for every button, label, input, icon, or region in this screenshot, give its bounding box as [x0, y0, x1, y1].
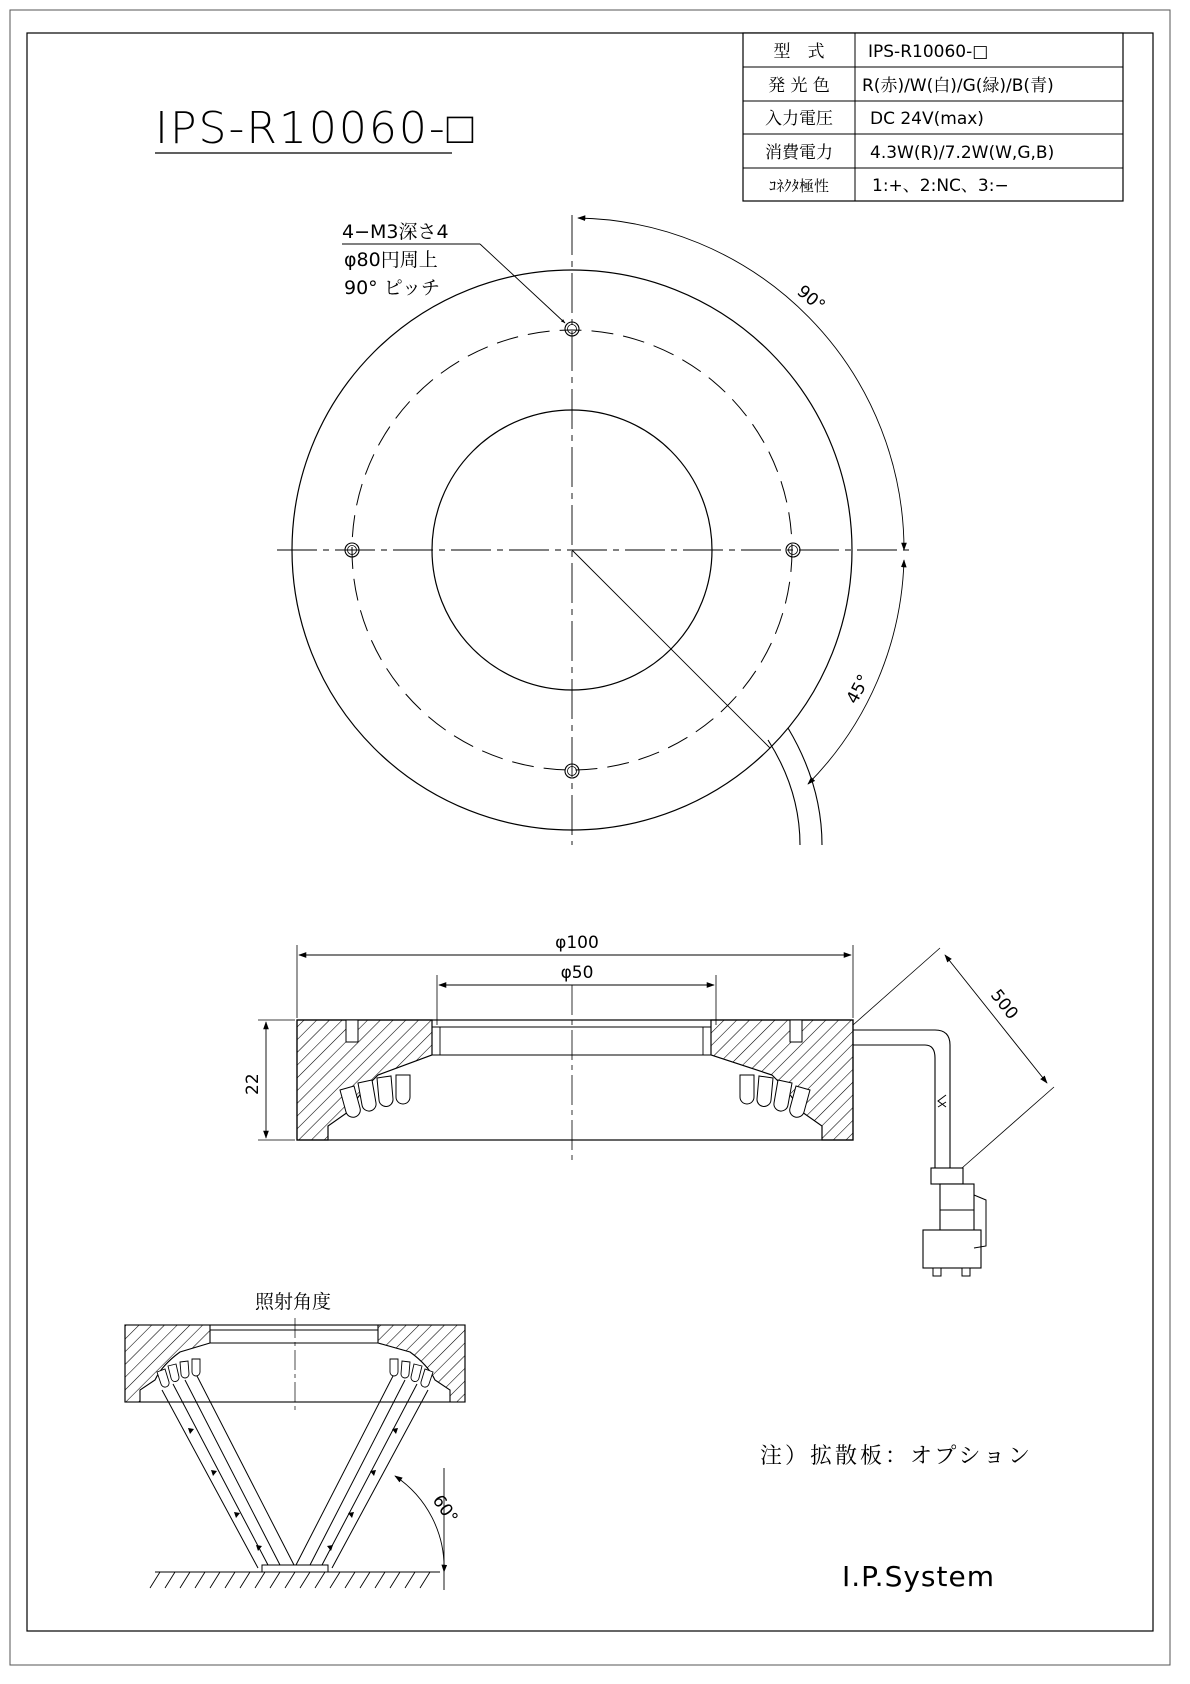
spec-value-power: 4.3W(R)/7.2W(W,G,B)	[870, 143, 1055, 163]
hole-note-line-3: 90° ピッチ	[344, 277, 440, 299]
dim-height: 22	[243, 1073, 263, 1095]
spec-value-connector: 1:+、2:NC、3:−	[872, 176, 1009, 196]
hole-note-line-1: 4−M3深さ4	[342, 221, 449, 243]
section-view	[258, 945, 1054, 1276]
outer-border	[10, 10, 1170, 1665]
inner-border	[27, 33, 1153, 1631]
spec-label-connector: ｺﾈｸﾀ極性	[768, 177, 830, 195]
brand-name: I.P.System	[842, 1560, 995, 1593]
spec-label-power: 消費電力	[765, 143, 833, 163]
dim-inner-diameter: φ50	[560, 963, 594, 983]
diffuser-note: 注）拡散板：オプション	[760, 1444, 1034, 1469]
model-title: IPS-R10060-□	[155, 103, 476, 154]
illumination-angle-label: 60°	[427, 1491, 462, 1528]
spec-label-voltage: 入力電圧	[765, 109, 833, 129]
illumination-diagram	[125, 1318, 465, 1590]
spec-table	[743, 33, 1123, 201]
spec-value-color: R(赤)/W(白)/G(緑)/B(青)	[862, 76, 1054, 96]
spec-label-type: 型 式	[773, 42, 825, 62]
dim-cable-length: 500	[986, 985, 1022, 1024]
hole-note-line-2: φ80円周上	[344, 249, 438, 271]
spec-value-type: IPS-R10060-□	[868, 42, 989, 62]
spec-value-voltage: DC 24V(max)	[870, 109, 984, 129]
spec-label-color: 発 光 色	[768, 76, 830, 96]
illumination-title: 照射角度	[254, 1291, 332, 1313]
dim-outer-diameter: φ100	[555, 933, 599, 953]
angle-90-label: 90°	[792, 281, 829, 317]
angle-45-label: 45°	[842, 671, 875, 708]
